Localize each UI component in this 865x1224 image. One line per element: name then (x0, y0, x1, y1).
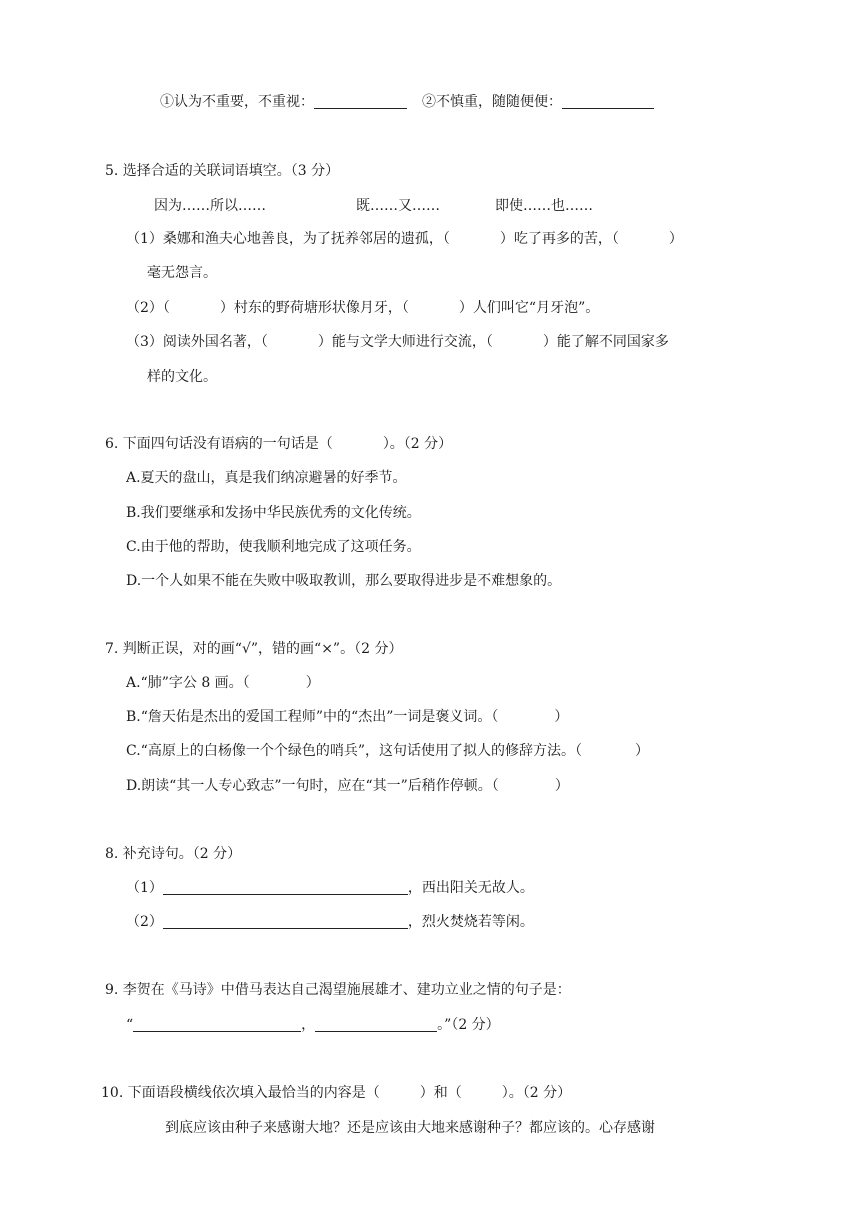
q4-sub1-label: ①认为不重要，不重视： (160, 94, 314, 110)
q9-blank-2[interactable] (315, 1017, 437, 1032)
q9-open-quote: “ (126, 1017, 134, 1033)
q5-option-3: 即使……也…… (495, 198, 593, 214)
q4-sub2-label: ②不慎重，随随便便： (422, 94, 562, 110)
q10-title (101, 1083, 571, 1103)
q5-item3-text-c: ）能了解不同国家多 (542, 334, 669, 350)
q6-option-c: C.由于他的帮助，使我顺利地完成了这项任务。 (126, 539, 421, 555)
q8-item1-number: （1） (126, 880, 163, 896)
q7-c-text: C.“高原上的白杨像一个个绿色的哨兵”，这句话使用了拟人的修辞方法。（ (126, 743, 582, 759)
q8-item2-number: （2） (126, 914, 163, 930)
q5-item2-text-b: ）村东的野荷塘形状像月牙，（ (219, 300, 409, 316)
q4-sub2-blank[interactable] (562, 94, 654, 109)
q7-a-text: A.“肺”字公 8 画。（ (126, 675, 250, 691)
q8-item1-text: ，西出阳关无故人。 (407, 880, 534, 896)
q7-item-a (126, 673, 320, 693)
q7-d-text: D.朗读“其一人专心致志”一句时，应在“其一”后稍作停顿。（ (126, 778, 499, 794)
q6-option-b: B.我们要继承和发扬中华民族优秀的文化传统。 (126, 505, 421, 521)
q6-title (105, 434, 452, 454)
q8-item1-blank[interactable] (163, 880, 408, 895)
q9-comma: ， (301, 1017, 316, 1033)
q9-title: 9. 李贺在《马诗》中借马表达自己渴望施展雄才、建功立业之情的句子是： (105, 982, 571, 998)
q10-passage: 到底应该由种子来感谢大地？还是应该由大地来感谢种子？都应该的。心存感谢 (165, 1120, 655, 1136)
q5-item-3 (126, 332, 669, 352)
q5-item3-text-b: ）能与文学大师进行交流，（ (317, 334, 493, 350)
q7-item-b (126, 707, 568, 727)
q5-title: 5. 选择合适的关联词语填空。（3 分） (105, 163, 340, 179)
q10-title-b: ）和（ (419, 1085, 462, 1101)
q5-item1-text-b: ）吃了再多的苦，（ (499, 231, 619, 247)
q5-item-1-cont: 毫无怨言。 (147, 265, 217, 281)
q5-item2-text-a: （2）（ (126, 300, 170, 316)
q10-title-c: ）。（2 分） (501, 1085, 572, 1101)
q5-option-1: 因为……所以…… (154, 198, 266, 214)
q5-item-2 (126, 298, 599, 318)
q8-item-1 (126, 878, 534, 898)
q4-sub1-blank[interactable] (314, 94, 407, 109)
q7-c-close: ） (634, 743, 649, 759)
q7-b-close: ） (554, 709, 569, 725)
q4-sub-items (160, 92, 654, 112)
q5-item-3-cont: 样的文化。 (147, 369, 217, 385)
q9-close: 。”（2 分） (437, 1017, 500, 1033)
q6-option-d: D.一个人如果不能在失败中吸取教训，那么要取得进步是不难想象的。 (126, 573, 562, 589)
q5-item-1 (126, 229, 683, 249)
q10-title-a: 10. 下面语段横线依次填入最恰当的内容是（ (101, 1085, 380, 1101)
q6-title-b: ）。（2 分） (382, 436, 453, 452)
q5-option-2: 既……又…… (356, 198, 440, 214)
q8-title: 8. 补充诗句。（2 分） (105, 846, 242, 862)
q5-item3-text-a: （3）阅读外国名著，（ (126, 334, 268, 350)
q7-title: 7. 判断正误，对的画“√”，错的画“×”。（2 分） (105, 641, 403, 657)
q7-item-d (126, 776, 569, 796)
q8-item2-text: ，烈火焚烧若等闲。 (407, 914, 534, 930)
q5-item1-text-c: ） (668, 231, 683, 247)
q6-title-a: 6. 下面四句话没有语病的一句话是（ (105, 436, 333, 452)
q7-b-text: B.“詹天佑是杰出的爱国工程师”中的“杰出”一词是褒义词。（ (126, 709, 499, 725)
q8-item-2 (126, 912, 534, 932)
q5-item2-text-c: ）人们叫它“月牙泡”。 (458, 300, 600, 316)
q5-item1-text-a: （1）桑娜和渔夫心地善良，为了抚养邻居的遗孤，（ (126, 231, 450, 247)
q7-d-close: ） (554, 778, 569, 794)
q7-a-close: ） (305, 675, 320, 691)
q5-options (154, 196, 593, 216)
q9-blank-1[interactable] (133, 1017, 301, 1032)
q6-option-a: A.夏天的盘山，真是我们纳凉避暑的好季节。 (126, 470, 407, 486)
q7-item-c (126, 741, 649, 761)
q8-item2-blank[interactable] (163, 914, 408, 929)
q9-answer-line (126, 1015, 500, 1035)
